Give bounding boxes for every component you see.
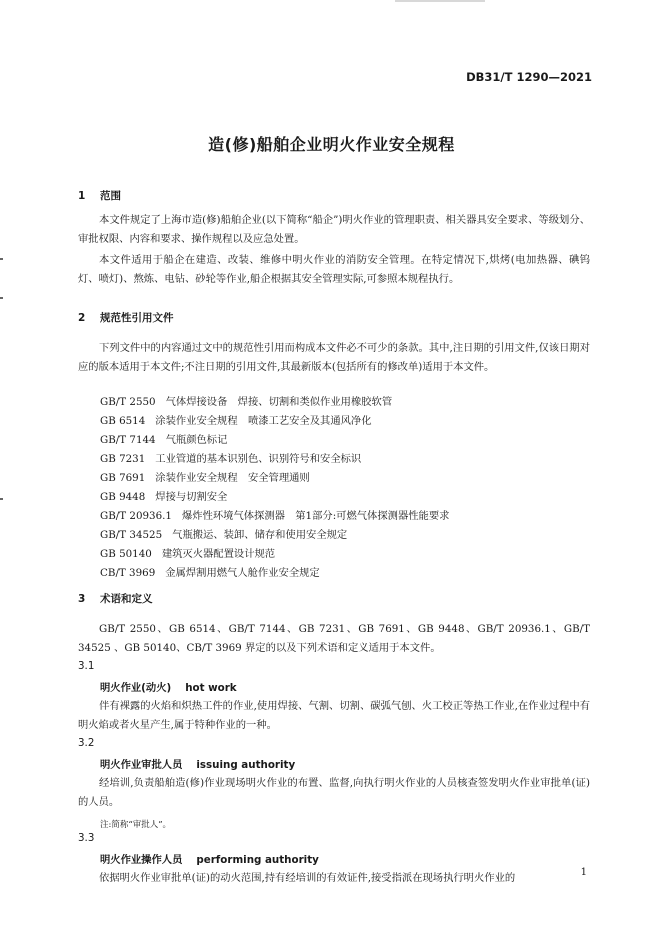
reference-code: CB/T 3969 (100, 567, 156, 579)
reference-code: GB/T 7144 (100, 434, 156, 446)
reference-title: 涂装作业安全规程 喷漆工艺安全及其通风净化 (155, 415, 372, 427)
term-name-zh: 明火作业(动火) (100, 682, 172, 694)
section-title: 规范性引用文件 (100, 312, 174, 324)
term-definition: 经培训,负责船舶造(修)作业现场明火作业的布置、监督,向执行明火作业的人员核查签发明火作业审批单(证)的人员。 (78, 777, 590, 808)
reference-title: 气体焊接设备 焊接、切割和类似作业用橡胶软管 (165, 396, 393, 408)
list-item (100, 526, 449, 545)
reference-code: GB 9448 (100, 491, 146, 503)
section-title: 范围 (100, 190, 121, 202)
section-3-heading (78, 591, 153, 606)
section-title: 术语和定义 (100, 593, 153, 605)
section-1-heading (78, 188, 121, 203)
scan-mark (0, 498, 3, 500)
list-item (100, 488, 449, 507)
reference-code: GB 50140 (100, 548, 152, 560)
section-1-paragraph-1: 本文件规定了上海市造(修)船舶企业(以下简称“船企”)明火作业的管理职责、相关器具安全要求、等级划分、审批权限、内容和要求、操作规程以及应急处置。 (78, 214, 590, 245)
reference-title: 建筑灭火器配置设计规范 (161, 548, 276, 560)
list-item (100, 431, 449, 450)
reference-title: 涂装作业安全规程 安全管理通则 (155, 472, 310, 484)
section-number: 3 (78, 593, 86, 605)
reference-title: 工业管道的基本识别色、识别符号和安全标识 (155, 453, 362, 465)
section-3-paragraph-1: GB/T 2550、GB 6514、GB/T 7144、GB 7231、GB 7691、GB 9448、GB/T 20936.1、GB/T 34525 、GB 50140、CB/T 3969 界定的以及下列术语和定义适用于本文件。 (78, 623, 590, 654)
reference-title: 金属焊割用燃气人舱作业安全规定 (165, 567, 320, 579)
term-name-zh: 明火作业操作人员 (100, 854, 183, 866)
term-definition: 依据明火作业审批单(证)的动火范围,持有经培训的有效证件,接受指派在现场执行明火作业的 (99, 872, 516, 884)
list-item (100, 469, 449, 488)
list-item (100, 450, 449, 469)
term-name-zh: 明火作业审批人员 (100, 759, 183, 771)
term-note: 注:简称“审批人”。 (100, 820, 172, 830)
reference-title: 气瓶颜色标记 (165, 434, 228, 446)
reference-code: GB 7691 (100, 472, 146, 484)
term-number: 3.1 (78, 660, 95, 672)
list-item (100, 564, 449, 583)
scan-edge-line (395, 0, 485, 2)
term-definition: 伴有裸露的火焰和炽热工件的作业,使用焊接、气割、切割、碳弧气刨、火工校正等热工作业,在作业过程中有明火焰或者火星产生,属于特种作业的一种。 (78, 700, 590, 731)
term-name-en: performing authority (196, 854, 319, 866)
term-number: 3.3 (78, 832, 95, 844)
term-heading (100, 679, 237, 694)
list-item (100, 412, 449, 431)
scan-mark (0, 258, 3, 260)
normative-reference-list (100, 393, 449, 583)
reference-code: GB 6514 (100, 415, 146, 427)
section-1-paragraph-2: 本文件适用于船企在建造、改装、维修中明火作业的消防安全管理。在特定情况下,烘烤(电加热器、碘钨灯、喷灯)、熬炼、电钻、砂轮等作业,船企根据其安全管理实际,可参照本规程执行。 (78, 254, 590, 285)
term-name-en: hot work (185, 682, 237, 694)
reference-code: GB/T 20936.1 (100, 510, 172, 522)
term-heading (100, 851, 319, 866)
list-item (100, 507, 449, 526)
reference-code: GB/T 34525 (100, 529, 163, 541)
list-item (100, 545, 449, 564)
term-heading (100, 756, 295, 771)
list-item (100, 393, 449, 412)
reference-title: 焊接与切割安全 (155, 491, 228, 503)
page-number: 1 (580, 867, 587, 878)
reference-title: 爆炸性环境气体探测器 第1部分:可燃气体探测器性能要求 (181, 510, 450, 522)
scan-mark (0, 297, 3, 299)
section-number: 2 (78, 312, 86, 324)
section-2-heading (78, 310, 174, 325)
document-title: 造(修)船舶企业明火作业安全规程 (208, 135, 455, 154)
reference-code: GB 7231 (100, 453, 146, 465)
term-name-en: issuing authority (196, 759, 296, 771)
term-number: 3.2 (78, 737, 95, 749)
standard-code: DB31/T 1290—2021 (466, 70, 592, 84)
section-number: 1 (78, 190, 86, 202)
reference-code: GB/T 2550 (100, 396, 156, 408)
reference-title: 气瓶搬运、装卸、储存和使用安全规定 (172, 529, 348, 541)
section-2-paragraph-1: 下列文件中的内容通过文中的规范性引用而构成本文件必不可少的条款。其中,注日期的引用文件,仅该日期对应的版本适用于本文件;不注日期的引用文件,其最新版本(包括所有的修改单)适用于本文件。 (78, 342, 590, 373)
